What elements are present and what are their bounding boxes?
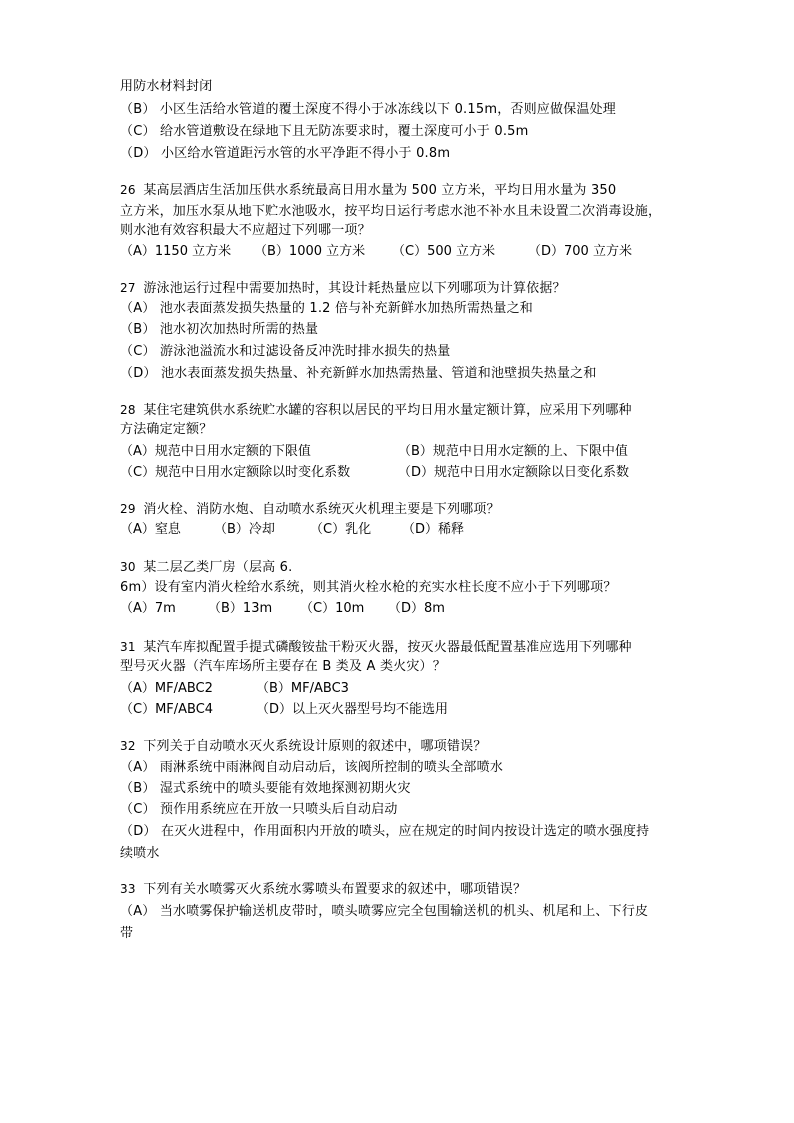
question-text: 立方米，加压水泵从地下贮水池吸水，按平均日运行考虑水池不补水且未设置二次消毒设施， bbox=[120, 204, 662, 219]
question-number: 27 bbox=[120, 281, 136, 295]
question-text: 消火栓、消防水炮、自动喷水系统灭火机理主要是下列哪项？ bbox=[143, 502, 500, 517]
option-a: （A） 当水喷雾保护输送机皮带时，喷头喷雾应完全包围输送机的机头、机尾和上、下行皮 bbox=[120, 904, 649, 919]
question-text: 某住宅建筑供水系统贮水罐的容积以居民的平均日用水量定额计算，应采用下列哪种 bbox=[143, 403, 632, 418]
option-a: （A）1150 立方米 bbox=[120, 244, 232, 259]
intro-line: 用防水材料封闭 bbox=[120, 79, 213, 94]
intro-line: （D） 小区给水管道距污水管的水平净距不得小于 0.8m bbox=[120, 146, 451, 161]
option-a-continued: 带 bbox=[120, 926, 134, 941]
option-d-continued: 续喷水 bbox=[120, 846, 160, 861]
question-number: 29 bbox=[120, 502, 136, 516]
question-27 bbox=[120, 278, 566, 299]
option-b: （B） 湿式系统中的喷头要能有效地探测初期火灾 bbox=[120, 781, 411, 796]
question-33 bbox=[120, 879, 526, 900]
option-d: （D）700 立方米 bbox=[528, 244, 632, 259]
option-c: （C）规范中日用水定额除以时变化系数 bbox=[120, 465, 351, 480]
question-text: 某汽车库拟配置手提式磷酸铵盐干粉灭火器，按灭火器最低配置基准应选用下列哪种 bbox=[143, 640, 632, 655]
intro-line: （C） 给水管道敷设在绿地下且无防冻要求时，覆土深度可小于 0.5m bbox=[120, 124, 529, 139]
question-29 bbox=[120, 499, 500, 520]
option-b: （B）1000 立方米 bbox=[254, 244, 366, 259]
option-c: （C） 游泳池溢流水和过滤设备反冲洗时排水损失的热量 bbox=[120, 344, 451, 359]
intro-line: （B） 小区生活给水管道的覆土深度不得小于冰冻线以下 0.15m，否则应做保温处理 bbox=[120, 102, 616, 117]
option-a: （A） 池水表面蒸发损失热量的 1.2 倍与补充新鲜水加热所需热量之和 bbox=[120, 301, 533, 316]
question-text: 方法确定定额？ bbox=[120, 422, 213, 437]
option-c: （C）500 立方米 bbox=[392, 244, 496, 259]
option-a: （A）窒息 bbox=[120, 522, 181, 537]
option-b: （B） 池水初次加热时所需的热量 bbox=[120, 322, 319, 337]
option-c: （C）10m bbox=[300, 601, 365, 616]
question-28 bbox=[120, 400, 632, 421]
option-a: （A）7m bbox=[120, 601, 176, 616]
question-text: 则水池有效容积最大不应超过下列哪一项？ bbox=[120, 223, 371, 238]
option-b: （B）规范中日用水定额的上、下限中值 bbox=[398, 444, 628, 459]
question-31 bbox=[120, 637, 632, 658]
option-a: （A） 雨淋系统中雨淋阀自动启动后，该阀所控制的喷头全部喷水 bbox=[120, 760, 504, 775]
question-number: 26 bbox=[120, 183, 136, 197]
option-d: （D） 池水表面蒸发损失热量、补充新鲜水加热需热量、管道和池壁损失热量之和 bbox=[120, 366, 597, 381]
option-d: （D）以上灭火器型号均不能选用 bbox=[256, 702, 449, 717]
question-text: 某高层酒店生活加压供水系统最高日用水量为 500 立方米，平均日用水量为 350 bbox=[143, 183, 617, 198]
question-text: 游泳池运行过程中需要加热时，其设计耗热量应以下列哪项为计算依据？ bbox=[143, 281, 566, 296]
option-c: （C）MF/ABC4 bbox=[120, 702, 214, 717]
question-number: 31 bbox=[120, 640, 136, 654]
option-b: （B）冷却 bbox=[214, 522, 275, 537]
question-30 bbox=[120, 557, 292, 578]
question-text: 某二层乙类厂房（层高 6. bbox=[143, 560, 293, 575]
option-d: （D）稀释 bbox=[402, 522, 465, 537]
question-number: 30 bbox=[120, 560, 136, 574]
option-d: （D）8m bbox=[388, 601, 445, 616]
option-a: （A）规范中日用水定额的下限值 bbox=[120, 444, 311, 459]
option-d: （D）规范中日用水定额除以日变化系数 bbox=[398, 465, 630, 480]
question-number: 33 bbox=[120, 882, 136, 896]
option-d: （D） 在灭火进程中，作用面积内开放的喷头，应在规定的时间内按设计选定的喷水强度持 bbox=[120, 824, 650, 839]
option-c: （C）乳化 bbox=[310, 522, 372, 537]
question-text: 型号灭火器（汽车库场所主要存在 B 类及 A 类火灾）？ bbox=[120, 659, 446, 674]
question-text: 6m）设有室内消火栓给水系统，则其消火栓水枪的充实水柱长度不应小于下列哪项？ bbox=[120, 580, 617, 595]
question-text: 下列有关水喷雾灭火系统水雾喷头布置要求的叙述中，哪项错误？ bbox=[143, 882, 527, 897]
question-number: 32 bbox=[120, 739, 136, 753]
option-a: （A）MF/ABC2 bbox=[120, 681, 213, 696]
question-text: 下列关于自动喷水灭火系统设计原则的叙述中，哪项错误？ bbox=[143, 739, 487, 754]
question-32 bbox=[120, 736, 487, 757]
option-c: （C） 预作用系统应在开放一只喷头后自动启动 bbox=[120, 802, 398, 817]
question-number: 28 bbox=[120, 403, 136, 417]
option-b: （B）MF/ABC3 bbox=[256, 681, 349, 696]
question-26 bbox=[120, 180, 616, 201]
option-b: （B）13m bbox=[208, 601, 273, 616]
